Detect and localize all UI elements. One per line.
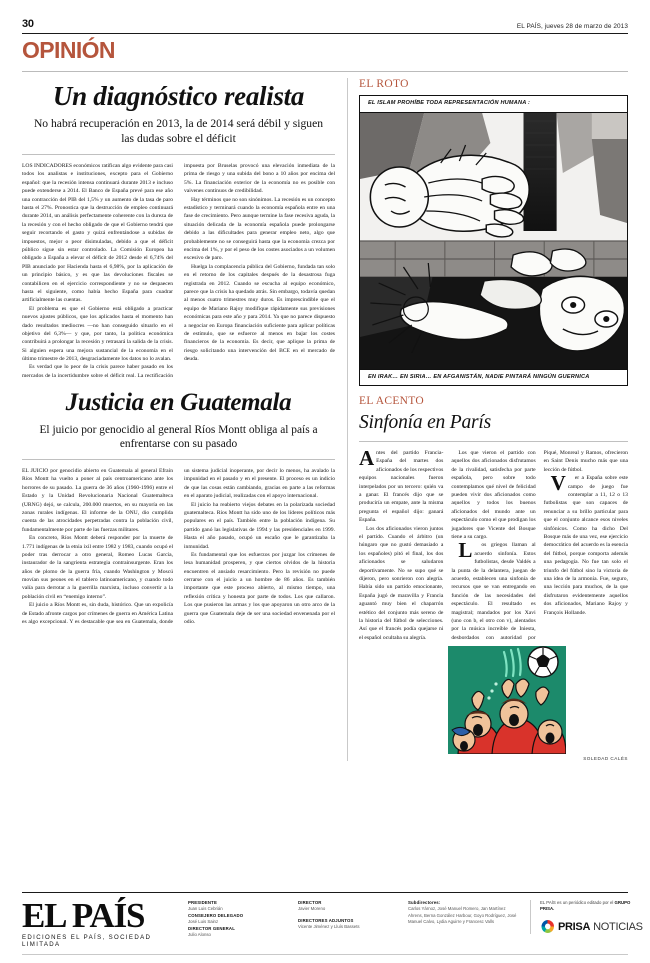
cartoon-caption-top: EL ISLAM PROHÍBE TODA REPRESENTACIÓN HUMANA : [360,96,627,113]
subdirectors-label: Subdirectores: [408,899,441,905]
prisa-logo-light: NOTICIAS [593,920,643,933]
editorial-guatemala-body [22,467,335,626]
section-title: OPINIÓN [22,37,115,63]
staff-role: DIRECTORES ADJUNTOS [298,917,354,923]
page-header [22,18,628,34]
el-acento-body [359,446,628,642]
staff-role: PRESIDENTE [188,899,217,905]
staff-role: DIRECTOR GENERAL [188,925,235,931]
el-acento-block [359,395,628,761]
editorial-guatemala-rule [22,459,335,460]
subdirectors-names: Carlos Yárnoz, José Manuel Romero, Jan Martínez Ahrens, Berna González Harbour, Goyo Rodríguez, José Manuel Calvo, Lydia Aguirre y Francesc Valls [408,906,517,925]
header-divider [22,71,628,72]
editorial-main [22,82,335,380]
elpais-masthead [22,895,178,948]
football-illustration-wrap [448,646,628,761]
page-body [22,78,628,761]
editorial-main-rule [22,154,335,155]
paragraph: Huelga la complacencia pública del Gobierno, fundada tan solo en el retorno de los capitales después de la desastrosa fuga registrada en 2012. Cuando se escucha al equipo económico, parece que la crisis ha quedado atrás. Sin embargo, todavía quedan al menos cuatro trimestres muy duros. Es imprescindible que el equipo de Mariano Rajoy modifique rápidamente sus previsiones económicas para este año y para 2014. Ya que no parece dispuesto a negociar en Europa financiación suficiente para aplicar políticas de estímulo, que se esfuerce al menos en bajar los costes financieros de la economía. Es decir, que aplique la prima de riesgo solicitando una intervención del BCE en el mercado de deuda. [184,263,335,363]
paragraph: El problema es que el Gobierno está obligado a practicar nuevos ajustes públicos, que los aplicados hasta el momento han dado resultados mediocres —no han conseguido situarlo en el objetivo del 6,3%— y que, por tanto, la política económica contribuirá a prolongar la recesión y retrasará la salida de la crisis. Si alguien espera una mejora sustancial de la economía en el último trimestre de 2013, desgraciadamente los datos no lo avalan. [22,305,173,363]
paragraph: Hay términos que no son sinónimos. La recesión es un concepto estadístico y terminará cuando la economía española entre en una fase de crecimiento. Pero aunque termine la fase recesiva aguda, la situación delicada de la economía española puede prolongarse debido a las dificultades para generar empleo neto, algo que probablemente no se conseguirá hasta que la economía crezca por encima del 1%, y por el peso de los costes asociados a un volumen excesivo de paro. [184,196,335,262]
cartoon-caption-bottom: EN IRAK… EN SIRIA… EN AFGANISTÁN, NADIE PINTARÁ NINGÚN GUERNICA [360,369,627,386]
el-acento-rule [359,441,628,442]
paragraph: El juicio a Ríos Montt es, sin duda, histórico. Que un expolicía de Estado afronte cargos por crímenes de guerra en América Latina es algo excepcional. Y es destacable que sea en Guatemala, donde un sistema judicial inoperante, por decir lo menos, ha avalado la impunidad en el pasado y en el presente. El proceso es un indicio de que las cosas están cambiando, gracias en parte a las reformas en el aparato judicial, realizadas con el apoyo internacional. [22,468,335,626]
prisa-swirl-icon [540,919,555,934]
illustration-credit: SOLEDAD CALÉS [583,756,628,762]
paragraph: LOS INDICADORES económicos ratifican algo evidente para casi todos los analistas e instituciones, excepto para el Gobierno español: que la recesión intensa continuará durante 2013 e incluso puede extenderse a 2014. El Banco de España prevé para ese año una contracción del PIB del 1,5% y un aumento de la tasa de paro hasta el 27%. Pronostica que la destrucción de empleo continuará durante 2014, un análisis perfectamente coherente con la dureza de la recesión y con el hecho obligado de que el Gobierno tendrá que seguir recortando el gasto y quizá enfrentándose a subidas de impuestos, mejor o peor disimuladas, debido a que el déficit público sigue sin estar controlado. La Comisión Europea ha obligado a España a elevar el déficit de 2012 desde el 6,74% del PIB anunciado por Hacienda hasta el 6,98%, por la aplicación de un principio básico, y es que las devoluciones fiscales se contabilicen en el ejercicio correspondiente y no se despaecen hasta el siguiente, como había hecho España para cuadrar artificialmente las cuentas. [22,163,173,304]
el-roto-kicker: EL ROTO [359,78,409,90]
prisa-note-text: EL PAÍS es un periódico editado por el [540,899,615,905]
staff-column-subdirectors [408,900,520,926]
staff-column-executive [188,900,288,939]
editorial-guatemala-title: Justicia en Guatemala [65,389,292,417]
editorial-main-subtitle: No habrá recuperación en 2013, la de 2014 será débil y siguen las dudas sobre el déficit [33,117,324,145]
staff-column-editorial [298,900,398,931]
footer-divider-top [22,892,628,893]
elpais-tagline: EDICIONES EL PAÍS, SOCIEDAD LIMITADA [22,934,152,948]
staff-role: DIRECTOR [298,899,322,905]
page-footer [22,892,643,955]
paragraph: Los que vieron el partido con aquellos dos aficionados disfrutamos de la rivalidad, satisfecha por parte española, pero sobre todo contemplamos qué nivel de felicidad pueden vivir dos aficionados como aquellos y todos los buenos aficionados del mundo ante un espectáculo como el que prodigan los jugadores que Vicente del Bosque tiene a su cargo. [451,450,536,540]
el-roto-cartoon [359,95,628,386]
prisa-block [530,900,643,934]
staff-role: CONSEJERO DELEGADO [188,912,244,918]
footer-divider-bottom [22,954,628,955]
edition-line: EL PAÍS, jueves 28 de marzo de 2013 [516,23,628,30]
prisa-logo-bold: PRISA [558,920,591,933]
paragraph: En concreto, Ríos Montt deberá responder por la muerte de 1.771 indígenas de la etnia ixil entre 1982 y 1983, cuando ocupó el poder tras derrocar a otro general, Romeo Lucas García, instaurador de la sangrienta estrategia contrainsurgente. Eran los años de plomo de la guerra fría, cuando Washington y Moscú movían sus peones en el tablero latinoamericano, y cuando todo valía para derrotar a la guerrilla marxista, incluso convertir a la población civil en “enemigo interno”. [22,535,173,600]
paragraph: Los griegos llaman al acuerdo sinfonía. Estos futbolistas, desde Valdés a la punta de la delantera, juegan de acuerdo, establecen una sinfonía de recursos que se van entregando en función de las necesidades del espectáculo. El resultado es magistral; mandados por los Xavi (uno con b, el otro con v), alentados por la música increíble de Iniesta, desbordados con autoridad por Piqué, Monreal y Ramos, ofrecieron en Saint Denis mucho más que una lección de fútbol. [451,450,628,641]
paragraph: Antes del partido Francia-España del martes dos aficionados de los respectivos equipos nacionales fueron interpelados por un tercero: quién va a ganar. El francés dijo que se produciría un empate, ante la misma pregunta el español dijo: ganará España. [359,446,444,524]
prisa-logo [540,919,643,934]
editorial-guatemala [22,390,335,626]
editorial-guatemala-subtitle: El juicio por genocidio al general Ríos Montt obliga al país a enfrentarse con su pasado [39,423,318,450]
paragraph: El juicio ha reabierto viejos debates en la polarizada sociedad guatemalteca. Ríos Montt ha sido uno de los líderes políticos más populares en el país. También entre la población indígena. Su partido ganó las legislativas de 1994 y las presidenciales en 1999. Hasta el año pasado, ocupó un escaño que le garantizaba la inmunidad. [184,501,335,550]
editorial-main-body [22,162,335,380]
el-acento-kicker: EL ACENTO [359,395,424,408]
staff-name: Javier Moreno [298,906,326,912]
paragraph: Es verdad que lo peor de la crisis parece haber pasado en los mercados de la incertidumbre sobre el déficit real. La rectificación impuesta por Bruselas provocó una elevación inmediata de la prima de riesgo y una subida del bono a 10 años por encima del 5%. La financiación exterior de la economía no es posible con vaivenes continuos de credibilidad. [22,163,335,379]
el-acento-title: Sinfonía en París [359,412,492,434]
paragraph: Los dos aficionados vieron juntos el partido. Cuando el árbitro (un húngaro que no gustó demasiado a los españoles) pitó el final, los dos aficionados se saludaron deportivamente. No se supo qué se dijeron, pero sonrieron con alegría. Había sido un partido emocionante, España jugó de maravilla y Francia aguantó muy bien el chaparrón estético del conjunto más sereno de la historia del fútbol de selecciones. Así que el francés podía quejarse ni el español ocultaba su alegría. [359,525,444,641]
paragraph: EL JUICIO por genocidio abierto en Guatemala al general Efraín Ríos Montt ha vuelto a poner al país centroamericano ante los horrores de su pasado. La guerra de 36 años (1960-1996) entre el Estado y la Unidad Revolucionaria Nacional Guatemalteca (URNG) dejó, se calcula, 200.000 muertos, en su mayoría en las zonas rurales indígenas. El informe de la ONU, dio cumplida cuenta de las atrocidades perpetradas contra la población civil, fundamentalmente por parte de las fuerzas militares. [22,468,173,533]
paragraph: Es fundamental que los esfuerzos por juzgar los crímenes de lesa humanidad prosperen, y que ciertos olvidos de la historia encuentren el ansiado resarcimiento. Pero la revisión no puede cerrarse con el juicio a un hombre de 86 años. Es también importante que este proceso abierto, al mismo tiempo, una reflexión crítica y honesta por parte de todos. Los que callaron. Los que pusieron las armas y los que apoyaron un otro arco de la guerra que Guatemala deje de ser una sociedad envenenada por el odio. [184,551,335,626]
page-folio: 30 [22,18,34,30]
elpais-logo: EL PAÍS [22,895,145,935]
football-fans-illustration [448,646,566,754]
staff-name: Vicente Jiménez y Lluís Bassets [298,924,360,930]
prisa-note [540,900,643,912]
el-roto-block [359,78,628,386]
editorial-main-title: Un diagnóstico realista [52,81,305,111]
prisa-note-brand: GRUPO PRISA. [540,899,631,912]
staff-name: Juan Luis Cebrián [188,906,223,912]
staff-name: Julio Alonso [188,932,211,937]
right-column [347,78,628,761]
paragraph: Ver a España sobre este campo de juego fue contemplar a 11, 12 o 13 futbolistas que son capaces de renunciar a su brillo particular para que el conjunto alcance esos niveles sinfónicos. Como ha dicho Del Bosque más de una vez, ese ejercicio democrático del acuerdo es la esencia del fútbol, porque comporta además una pedagogía. No fue tan solo el triunfo del fútbol sino la victoria de una idea de la armonía. Fue, seguro, una lección para muchos, de la que disfrutaron evidentemente aquellos dos aficionados, Mariano Rajoy y François Hollande. [543,471,628,616]
left-column [22,78,347,761]
staff-name: José Luis Sainz [188,919,219,925]
cartoon-artwork [360,113,627,369]
